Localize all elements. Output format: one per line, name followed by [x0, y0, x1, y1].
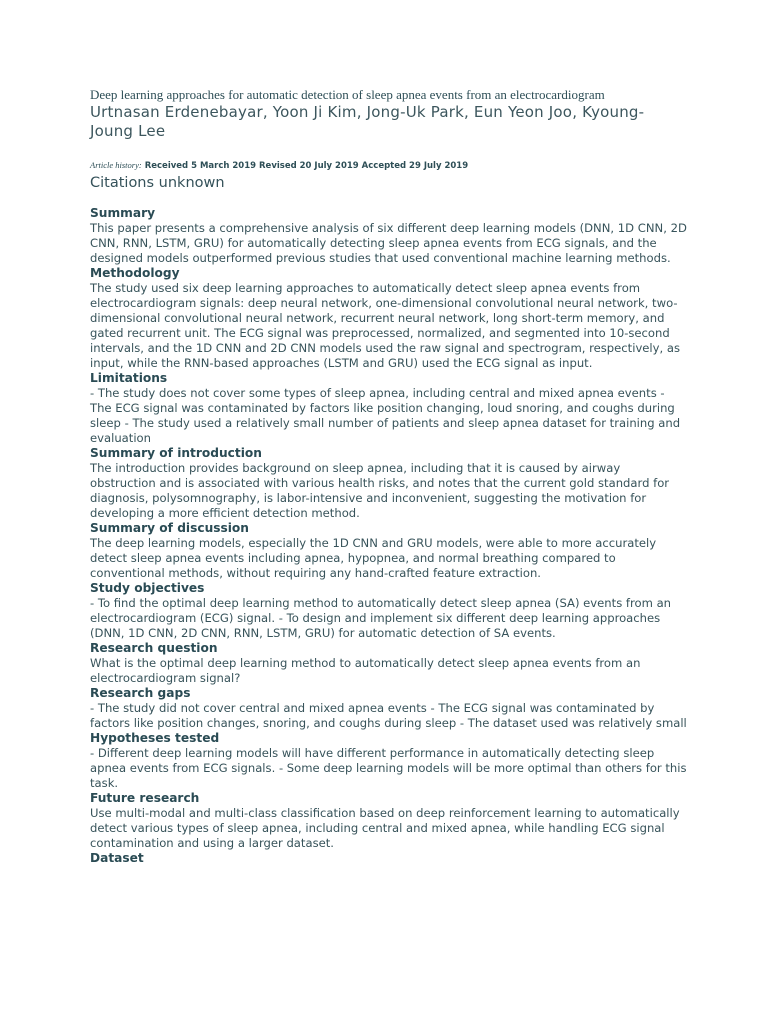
paper-authors: Urtnasan Erdenebayar, Yoon Ji Kim, Jong-Uk Park, Eun Yeon Joo, Kyoung-Joung Lee [90, 103, 645, 140]
paper-section [90, 581, 688, 641]
section-heading: Dataset [90, 851, 144, 865]
section-body: This paper presents a comprehensive analysis of six different deep learning models (DNN, 1D CNN, 2D CNN, RNN, LSTM, GRU) for automatically detecting sleep apnea events from ECG signals, and the designed models outperformed previous studies that used conventional machine learning methods. [90, 221, 687, 265]
citations-line: Citations unknown [90, 175, 225, 191]
article-history-value: Received 5 March 2019 Revised 20 July 2019 Accepted 29 July 2019 [144, 161, 469, 171]
section-body: - Different deep learning models will have different performance in automatically detecting sleep apnea events from ECG signals. - Some deep learning models will be more optimal than others for this task. [90, 746, 687, 790]
article-history [90, 158, 688, 172]
paper-section [90, 446, 688, 521]
section-heading: Methodology [90, 266, 180, 280]
sections-container [90, 206, 688, 866]
section-body: What is the optimal deep learning method to automatically detect sleep apnea events from an electrocardiogram signal? [90, 656, 641, 685]
section-heading: Summary [90, 206, 156, 220]
section-heading: Research gaps [90, 686, 191, 700]
section-body: The introduction provides background on sleep apnea, including that it is caused by airway obstruction and is associated with various health risks, and notes that the current gold standard for diagnosis, polysomnography, is labor-intensive and inconvenient, suggesting the motivation for developing a more efficient detection method. [90, 461, 670, 520]
section-heading: Study objectives [90, 581, 205, 595]
section-body: - To find the optimal deep learning method to automatically detect sleep apnea (SA) events from an electrocardiogram (ECG) signal. - To design and implement six different deep learning approaches (DNN, 1D CNN, 2D CNN, RNN, LSTM, GRU) for automatic detection of SA events. [90, 596, 672, 640]
paper-section [90, 521, 688, 581]
paper-section [90, 266, 688, 371]
paper-section [90, 686, 688, 731]
article-history-label: Article history: [90, 160, 142, 170]
section-heading: Future research [90, 791, 200, 805]
section-body: The study used six deep learning approaches to automatically detect sleep apnea events from electrocardiogram signals: deep neural network, one-dimensional convolutional neural network, two-dimensional convolutional neural network, recurrent neural network, long short-term memory, and gated recurrent unit. The ECG signal was preprocessed, normalized, and segmented into 10-second intervals, and the 1D CNN and 2D CNN models used the raw signal and spectrogram, respectively, as input, while the RNN-based approaches (LSTM and GRU) used the ECG signal as input. [90, 281, 681, 370]
paper-section [90, 206, 688, 266]
paper-section [90, 791, 688, 851]
section-heading: Summary of introduction [90, 446, 262, 460]
paper-section [90, 641, 688, 686]
section-body: The deep learning models, especially the 1D CNN and GRU models, were able to more accurately detect sleep apnea events including apnea, hypopnea, and normal breathing compared to conventional methods, without requiring any hand-crafted feature extraction. [90, 536, 657, 580]
paper-title: Deep learning approaches for automatic detection of sleep apnea events from an electrocardiogram [90, 87, 605, 102]
section-heading: Research question [90, 641, 218, 655]
paper-section [90, 371, 688, 446]
paper-section [90, 851, 688, 866]
section-body: Use multi-modal and multi-class classification based on deep reinforcement learning to automatically detect various types of sleep apnea, including central and mixed apnea, while handling ECG signal contamination and using a larger dataset. [90, 806, 680, 850]
section-heading: Hypotheses tested [90, 731, 220, 745]
paper-section [90, 731, 688, 791]
section-heading: Summary of discussion [90, 521, 249, 535]
section-body: - The study does not cover some types of sleep apnea, including central and mixed apnea events - The ECG signal was contaminated by factors like position changing, loud snoring, and coughs during sleep - The study used a relatively small number of patients and sleep apnea dataset for training and evaluation [90, 386, 681, 445]
section-heading: Limitations [90, 371, 168, 385]
section-body: - The study did not cover central and mixed apnea events - The ECG signal was contaminated by factors like position changes, snoring, and coughs during sleep - The dataset used was relatively small [90, 701, 687, 730]
